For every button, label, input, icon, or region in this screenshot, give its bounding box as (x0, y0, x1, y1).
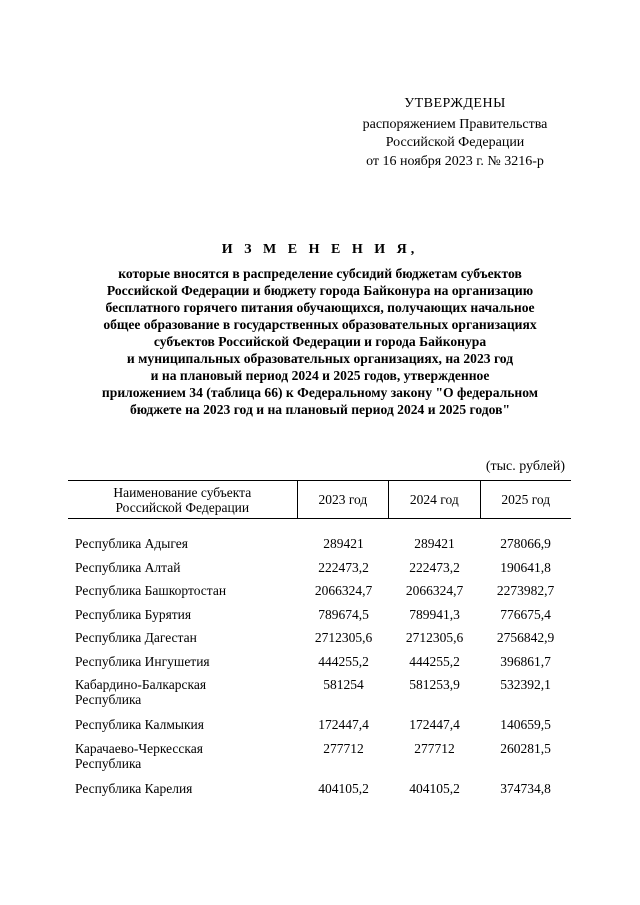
region-name-line-2: Республика (75, 692, 142, 707)
region-name-line-1: Республика Калмыкия (75, 717, 204, 732)
value-2025: 140659,5 (500, 717, 551, 732)
table-row (68, 654, 571, 678)
value-2024: 2712305,6 (405, 630, 464, 645)
region-name (68, 607, 298, 631)
value-2023: 222473,2 (318, 559, 369, 575)
region-name-line-1: Карачаево-Черкесская (75, 740, 203, 756)
region-name (68, 717, 298, 741)
subtitle-line: субъектов Российской Федерации и города Байконура (153, 334, 487, 349)
value-2023: 444255,2 (318, 653, 369, 669)
region-name (68, 630, 298, 654)
header-2024: 2024 год (388, 481, 479, 518)
value-2025: 396861,7 (500, 653, 551, 669)
value-2023: 289421 (323, 536, 364, 551)
subtitle-line: Российской Федерации и бюджету города Байконура на организацию (106, 283, 534, 298)
region-name-line-1: Кабардино-Балкарская (75, 677, 207, 692)
subtitle-line: бесплатного горячего питания обучающихся, получающих начальное (105, 300, 535, 315)
approval-line-2: Российской Федерации (385, 135, 525, 150)
value-2023: 581254 (323, 677, 364, 692)
table-row (68, 536, 571, 560)
table-row (68, 741, 571, 781)
value-2025: 2756842,9 (496, 630, 555, 645)
value-2023: 789674,5 (318, 606, 369, 622)
value-2023: 2066324,7 (314, 583, 373, 598)
value-2024: 444255,2 (409, 653, 460, 669)
region-name (68, 677, 298, 717)
table-row (68, 717, 571, 741)
value-2025: 776675,4 (500, 606, 551, 622)
value-2025: 190641,8 (500, 559, 551, 575)
subtitle-line: и муниципальных образовательных организациях, на 2023 год (126, 351, 514, 366)
table-header (68, 480, 571, 519)
subtitle-line: которые вносятся в распределение субсидий бюджетам субъектов (118, 266, 522, 281)
value-2023: 2712305,6 (314, 630, 373, 645)
region-name (68, 560, 298, 584)
header-2025: 2025 год (480, 481, 571, 518)
subtitle-line: общее образование в государственных образовательных организациях (103, 317, 537, 332)
table-row (68, 677, 571, 717)
table-row (68, 583, 571, 607)
table-row (68, 781, 571, 805)
region-name-line-1: Республика Бурятия (75, 606, 192, 622)
value-2024: 222473,2 (409, 559, 460, 575)
document-title: И З М Е Н Е Н И Я, (221, 242, 419, 257)
value-2024: 277712 (414, 740, 455, 756)
value-2024: 289421 (414, 536, 455, 551)
region-name-line-1: Республика Адыгея (75, 536, 188, 551)
value-2025: 260281,5 (500, 740, 551, 756)
region-name-line-1: Республика Карелия (75, 780, 193, 796)
region-name-line-1: Республика Алтай (75, 559, 181, 575)
header-region-name (68, 481, 297, 518)
value-2023: 172447,4 (318, 717, 369, 732)
value-2023: 277712 (323, 740, 364, 756)
value-2025: 532392,1 (500, 677, 551, 692)
region-name-line-1: Республика Башкортостан (75, 583, 227, 598)
header-2023: 2023 год (297, 481, 388, 518)
document-subtitle (60, 265, 580, 418)
region-name (68, 536, 298, 560)
approval-block (340, 95, 570, 171)
table-row (68, 560, 571, 584)
region-name-line-1: Республика Ингушетия (75, 653, 210, 669)
approval-line-3: от 16 ноября 2023 г. № 3216-р (366, 153, 544, 169)
subsidy-table (68, 480, 571, 804)
header-region-line-2: Российской Федерации (115, 499, 250, 515)
region-name (68, 781, 298, 805)
region-name-line-2: Республика (75, 755, 142, 771)
units-label: (тыс. рублей) (485, 459, 565, 474)
value-2024: 2066324,7 (405, 583, 464, 598)
region-name (68, 654, 298, 678)
table-body (68, 536, 571, 804)
subtitle-line: приложением 34 (таблица 66) к Федеральному закону "О федеральном (101, 385, 539, 400)
value-2024: 581253,9 (409, 677, 460, 692)
header-region-line-1: Наименование субъекта (113, 484, 252, 500)
approval-line-1: распоряжением Правительства (362, 116, 548, 132)
value-2025: 278066,9 (500, 536, 551, 551)
value-2024: 404105,2 (409, 780, 460, 796)
approval-heading: УТВЕРЖДЕНЫ (404, 96, 506, 111)
value-2024: 172447,4 (409, 717, 460, 732)
subtitle-line: и на плановый период 2024 и 2025 годов, утвержденное (150, 368, 490, 383)
region-name (68, 583, 298, 607)
value-2024: 789941,3 (409, 606, 460, 622)
table-row (68, 607, 571, 631)
region-name-line-1: Республика Дагестан (75, 630, 197, 645)
table-row (68, 630, 571, 654)
value-2023: 404105,2 (318, 780, 369, 796)
subtitle-line: бюджете на 2023 год и на плановый период 2024 и 2025 годов" (129, 402, 511, 417)
value-2025: 374734,8 (500, 780, 551, 796)
value-2025: 2273982,7 (496, 583, 555, 598)
region-name (68, 741, 298, 781)
